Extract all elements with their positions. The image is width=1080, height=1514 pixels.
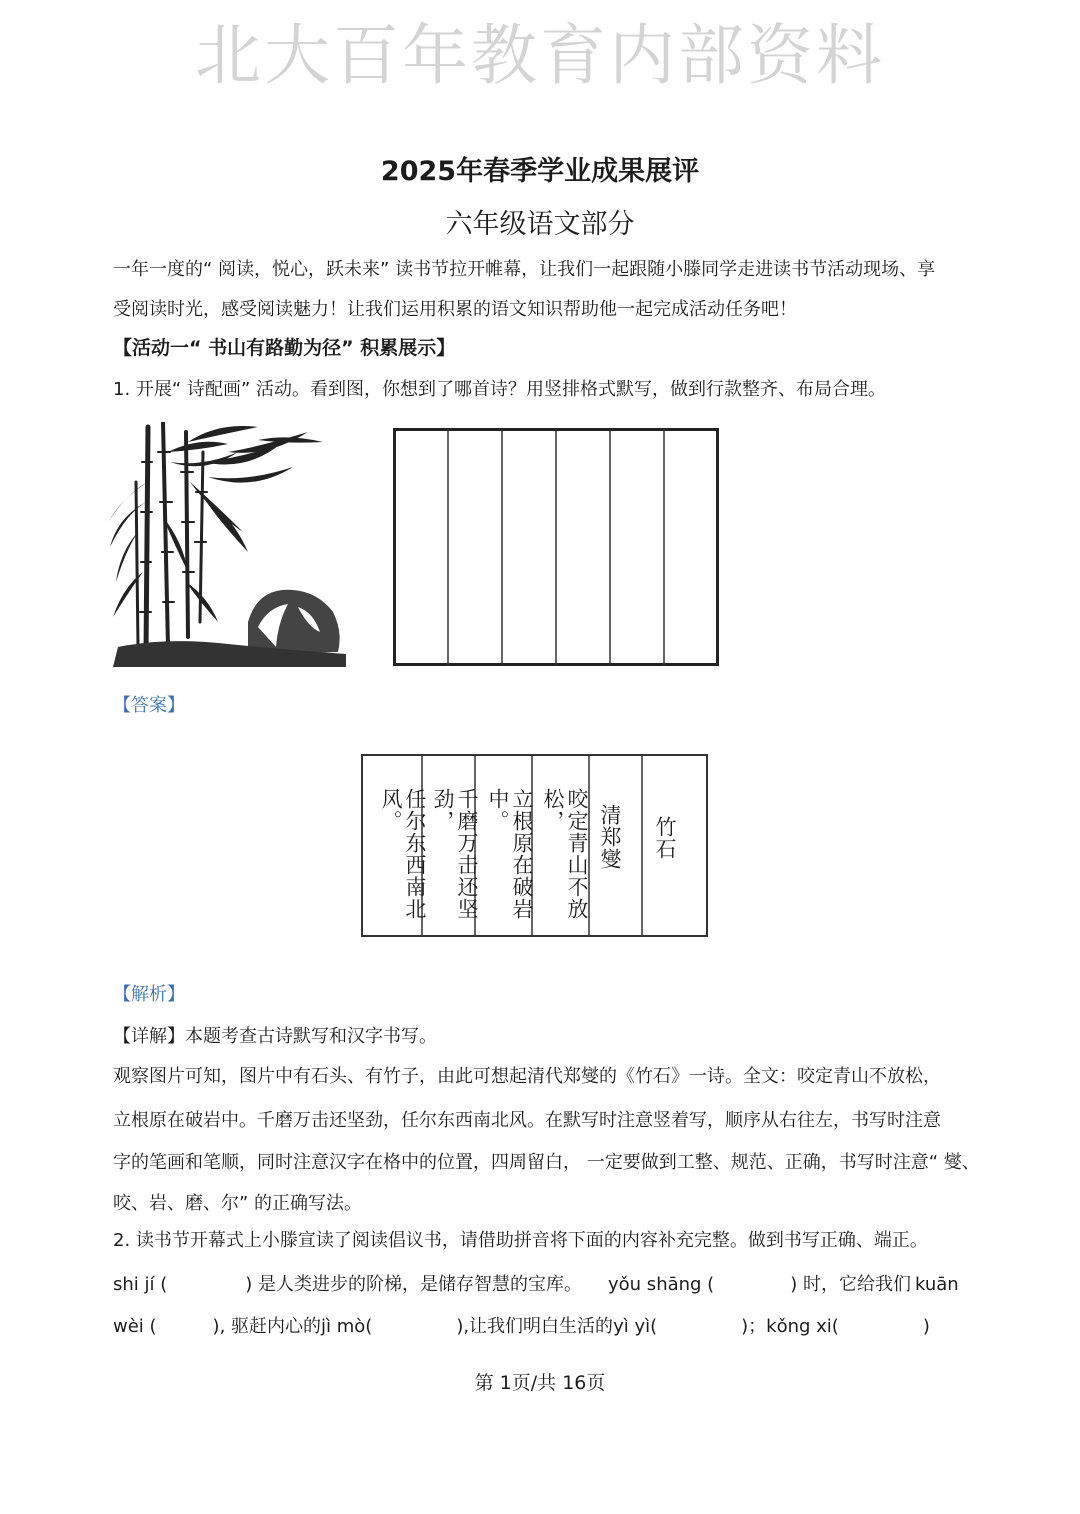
answer-grid xyxy=(361,754,708,937)
analysis-line-3: 立根原在破岩中。千磨万击还坚劲，任尔东西南北风。在默写时注意竖着写，顺序从右往左，书写时注意 xyxy=(113,1110,941,1131)
activity-heading: 【活动一“ 书山有路勤为径” 积累展示】 xyxy=(113,337,456,359)
pinyin-youshang: yǒu shāng ( xyxy=(608,1274,715,1295)
writing-grid xyxy=(393,428,719,666)
intro-line-2: 受阅读时光，感受阅读魅力！让我们运用积累的语文知识帮助他一起完成活动任务吧！ xyxy=(113,299,797,320)
answer-column-line-4: 任尔东西南北风。 xyxy=(379,788,427,920)
answer-label: 【答案】 xyxy=(113,695,185,716)
bamboo-rock-illustration xyxy=(108,422,348,672)
analysis-line-4: 字的笔画和笔顺，同时注意汉字在格中的位置，四周留白， 一定要做到工整、规范、正确，书写时注意“ 燮、 xyxy=(113,1152,980,1173)
q2-text: ) xyxy=(922,1316,930,1337)
answer-column-title: 竹石 xyxy=(653,816,677,860)
pinyin-wei: wèi ( xyxy=(113,1316,157,1337)
answer-column-line-1: 咬定青山不放松， xyxy=(541,788,589,920)
q2-text: ) 时，它给我们 xyxy=(790,1274,911,1295)
q2-text: ),让我们明白生活的 xyxy=(456,1316,614,1337)
analysis-line-1: 【详解】本题考查古诗默写和汉字书写。 xyxy=(113,1026,437,1047)
pinyin-yiyi: yì yì( xyxy=(613,1316,658,1337)
q2-line-1 xyxy=(113,1272,959,1298)
pinyin-shiji: shi jí ( xyxy=(113,1274,168,1295)
q2-text: ) 是人类进步的阶梯，是储存智慧的宝库。 xyxy=(245,1274,583,1295)
intro-line-1: 一年一度的“ 阅读，悦心，跃未来” 读书节拉开帷幕，让我们一起跟随小滕同学走进读书节活动现场、享 xyxy=(113,259,936,280)
analysis-line-2: 观察图片可知，图片中有石头、有竹子，由此可想起清代郑燮的《竹石》一诗。全文：咬定青山不放松， xyxy=(113,1066,941,1087)
watermark: 北大百年教育内部资料 xyxy=(195,17,885,94)
question-2: 2. 读书节开幕式上小滕宣读了阅读倡议书，请借助拼音将下面的内容补充完整。做到书写正确、端正。 xyxy=(113,1230,928,1251)
answer-column-author: 清郑燮 xyxy=(598,804,622,870)
analysis-line-5: 咬、岩、磨、尔” 的正确写法。 xyxy=(113,1193,363,1214)
q2-line-2 xyxy=(113,1314,930,1340)
pinyin-kongxi: kǒng xi( xyxy=(766,1316,839,1337)
question-1: 1. 开展“ 诗配画” 活动。看到图，你想到了哪首诗？用竖排格式默写，做到行款整齐、布局合理。 xyxy=(113,379,886,400)
analysis-label: 【解析】 xyxy=(113,984,185,1005)
answer-column-line-3: 千磨万击还坚劲， xyxy=(431,788,479,920)
page-footer: 第 1页/共 16页 xyxy=(474,1372,606,1394)
page-title: 2025年春季学业成果展评 xyxy=(380,156,700,187)
page-subtitle: 六年级语文部分 xyxy=(445,209,635,240)
pinyin-jimo: jì mò( xyxy=(321,1316,373,1337)
q2-text: ), 驱赶内心的 xyxy=(212,1316,322,1337)
answer-column-line-2: 立根原在破岩中。 xyxy=(486,788,534,920)
pinyin-kuan: kuān xyxy=(914,1274,959,1295)
q2-text: )； xyxy=(741,1316,767,1337)
